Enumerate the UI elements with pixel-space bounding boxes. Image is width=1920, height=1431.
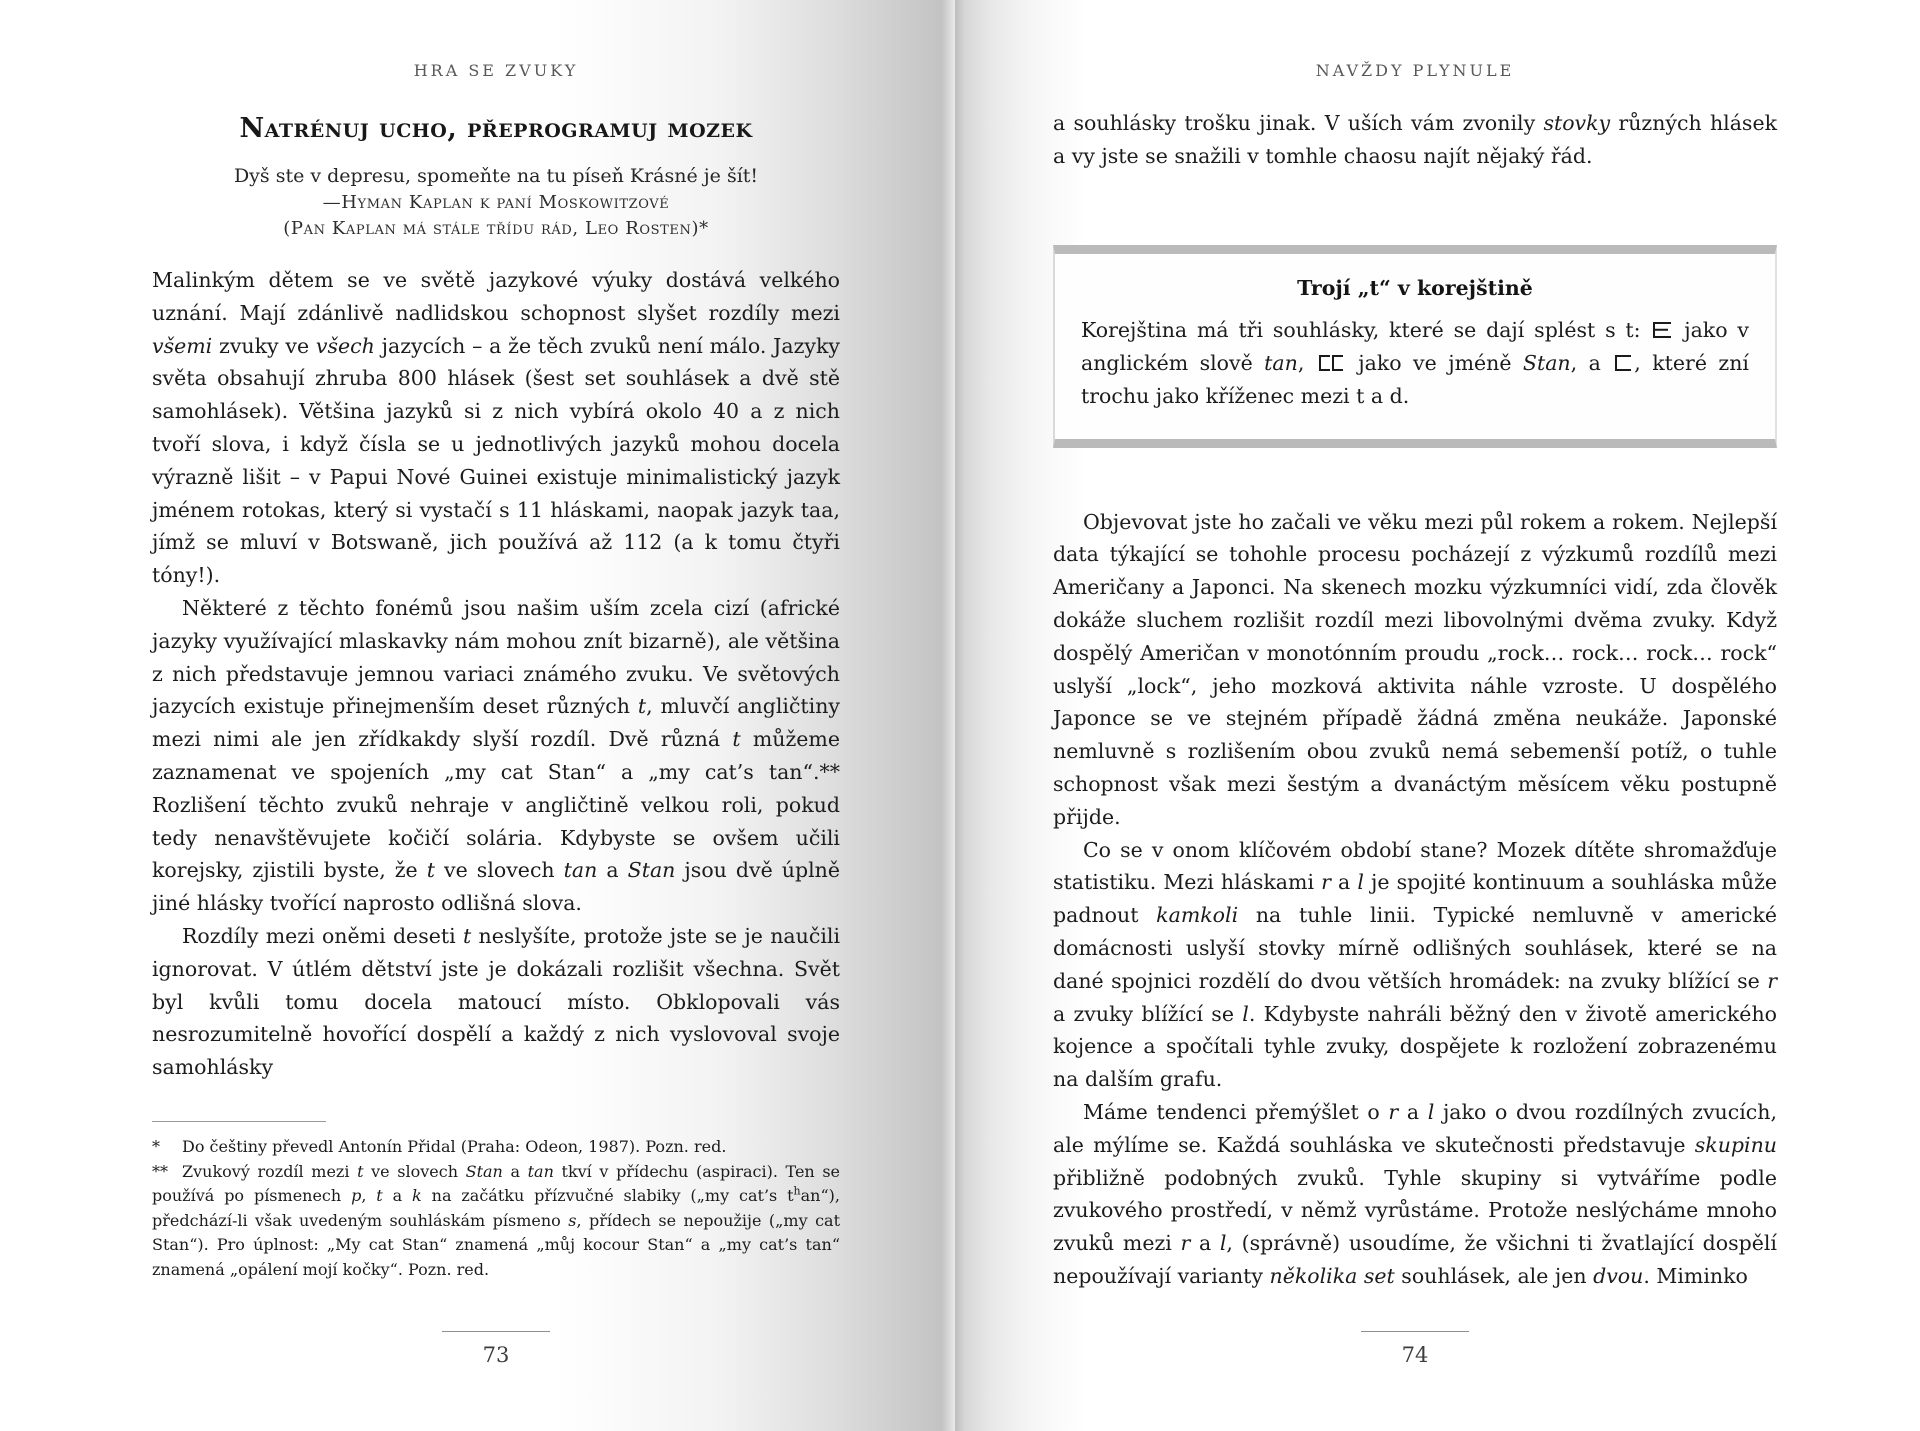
page-number-block-left — [152, 1331, 840, 1367]
footnote-separator-rule — [152, 1121, 326, 1122]
right-intro-paragraph: a souhlásky trošku jinak. V uších vám zvonily stovky různých hlásek a vy jste se snažili v tomhle chaosu najít nějaký řád. — [1053, 111, 1778, 168]
epigraph-attribution: —Hyman Kaplan k paní Moskowitzové — [322, 192, 670, 213]
footnote-marker: ** — [152, 1161, 168, 1181]
running-header-right: NAVŽDY PLYNULE — [1315, 61, 1515, 80]
footnote-list — [152, 1135, 840, 1283]
page-number-right: 74 — [1401, 1343, 1429, 1367]
footnote: * Do češtiny převedl Antonín Přidal (Praha: Odeon, 1987). Pozn. red. — [152, 1135, 840, 1160]
hangul-ssangdigeut-icon — [1319, 355, 1344, 371]
paragraph: Některé z těchto fonémů jsou našim uším zcela cizí (africké jazyky využívající mlaskavky nám mohou znít bizarně), ale většina z nich představuje jemnou variaci známého zvuku. Ve světových jazycích existuje přinejmenším deset různých t, mluvčí angličtiny mezi nimi ale jen zřídkakdy slyší rozdíl. Dvě různá t můžeme zaznamenat ve spojeních „my cat Stan“ a „my cat’s tan“.** Rozlišení těchto zvuků nehraje v angličtině velkou roli, pokud tedy nenavštěvujete kočičí solária. Kdybyste se ovšem učili korejsky, zjistili byste, že t ve slovech tan a Stan jsou dvě úplně jiné hlásky tvořící naprosto odlišná slova. — [152, 595, 841, 916]
page-number-rule-right — [1361, 1331, 1469, 1332]
left-body-text — [152, 264, 840, 1084]
page-number-left: 73 — [482, 1343, 510, 1367]
page-left — [0, 0, 955, 1431]
hangul-tieut-icon — [1653, 322, 1671, 338]
left-text-column — [152, 0, 840, 1431]
info-box-title: Trojí „t“ v korejštině — [1297, 275, 1533, 300]
paragraph: Rozdíly mezi oněmi deseti t neslyšíte, protože jste se je naučili ignorovat. V útlém dětství jste je dokázali rozlišit všechna. Svět byl kvůli tomu docela matoucí místo. Obklopovali vás nesrozumitelně hovořící dospělí a každý z nich vyslovoval svoje samohlásky — [152, 923, 841, 1080]
page-number-rule-left — [442, 1331, 550, 1332]
epigraph: Dyš ste v depresu, spomeňte na tu píseň Krásné je šít! — [233, 165, 759, 187]
paragraph: Malinkým dětem se ve světě jazykové výuky dostává velkého uznání. Mají zdánlivě nadlidskou schopnost slyšet rozdíly mezi všemi zvuky ve všech jazycích – a že těch zvuků není málo. Jazyky světa obsahují zhruba 800 hlásek (šest set souhlásek a dvě stě samohlásek). Většina jazyků si z nich vybírá okolo 40 a z nich tvoří slova, i když čísla se u jednotlivých jazyků mohou docela výrazně lišit – v Papui Nové Guinei existuje minimalistický jazyk jménem rotokas, který si vystačí s 11 hláskami, naopak jazyk taa, jímž se mluví v Botswaně, jich používá až 112 (a k tomu čtyři tóny!). — [152, 268, 840, 588]
footnote-marker: * — [152, 1137, 160, 1156]
running-header-left: HRA SE ZVUKY — [413, 61, 579, 80]
chapter-title: Natrénuj ucho, přeprogramuj mozek — [239, 113, 753, 144]
hangul-digeut-icon — [1615, 355, 1631, 371]
info-box-body: Korejština má tři souhlásky, které se dají splést s t: jako v anglickém slově tan, jako ve jméně Stan, a , které zní trochu jako kříženec mezi t a d. — [1081, 317, 1749, 408]
page-number-block-right — [1053, 1331, 1777, 1367]
paragraph: Co se v onom klíčovém období stane? Mozek dítěte shromažďuje statistiku. Mezi hláskami r a l je spojité kontinuum a souhláska může padnout kamkoli na tuhle linii. Typické nemluvně v americké domácnosti uslyší stovky mírně odlišných souhlásek, které se na dané spojnici rozdělí do dvou větších hromádek: na zvuky blížící se r a zvuky blížící se l. Kdybyste nahráli běžný den v životě amerického kojence a spočítali tyhle zvuky, dospějete k rozložení zobrazenému na dalším grafu. — [1053, 837, 1778, 1092]
page-right — [955, 0, 1920, 1431]
footnotes-block — [152, 1121, 840, 1283]
right-text-column — [1053, 0, 1777, 1431]
paragraph: Objevovat jste ho začali ve věku mezi půl rokem a rokem. Nejlepší data týkající se tohohle procesu pocházejí z výzkumů rozdílů mezi Američany a Japonci. Na skenech mozku výzkumníci vidí, zda člověk dokáže sluchem rozlišit rozdíl mezi libovolnými dvěma zvuky. Když dospělý Američan v monotónním proudu „rock… rock… rock… rock“ uslyší „lock“, jeho mozková aktivita náhle vzroste. U dospělého Japonce se ve stejném případě žádná změna neukáže. Japonské nemluvně s rozlišením obou zvuků nemá sebemenší potíž, o tuhle schopnost však mezi šestým a dvanáctým měsícem věku postupně přijde. — [1053, 509, 1777, 829]
right-body-text — [1053, 506, 1777, 1293]
epigraph-source: (Pan Kaplan má stále třídu rád, Leo Rosten)* — [283, 218, 709, 239]
korean-t-info-box — [1053, 245, 1777, 448]
footnote: ** Zvukový rozdíl mezi t ve slovech Stan a tan tkví v přídechu (aspiraci). Ten se používá po písmenech p, t a k na začátku přízvučné slabiky („my cat’s $t^han“$), předchází-li však uvedeným souhláskám písmeno s, přídech se nepoužije („my cat Stan“). Pro úplnost: „My cat Stan“ znamená „můj kocour Stan“ a „my cat’s tan“ znamená „opálení mojí kočky“. Pozn. red. — [152, 1161, 841, 1279]
paragraph: Máme tendenci přemýšlet o r a l jako o dvou rozdílných zvucích, ale mýlíme se. Každá souhláska ve skutečnosti představuje skupinu přibližně podobných zvuků. Tyhle skupiny si vytváříme podle zvukového prostředí, v němž vyrůstáme. Protože neslýcháme mnoho zvuků mezi r a l, (správně) usoudíme, že všichni ti žvatlající dospělí nepoužívají varianty několika set souhlásek, ale jen dvou. Miminko — [1053, 1099, 1777, 1288]
